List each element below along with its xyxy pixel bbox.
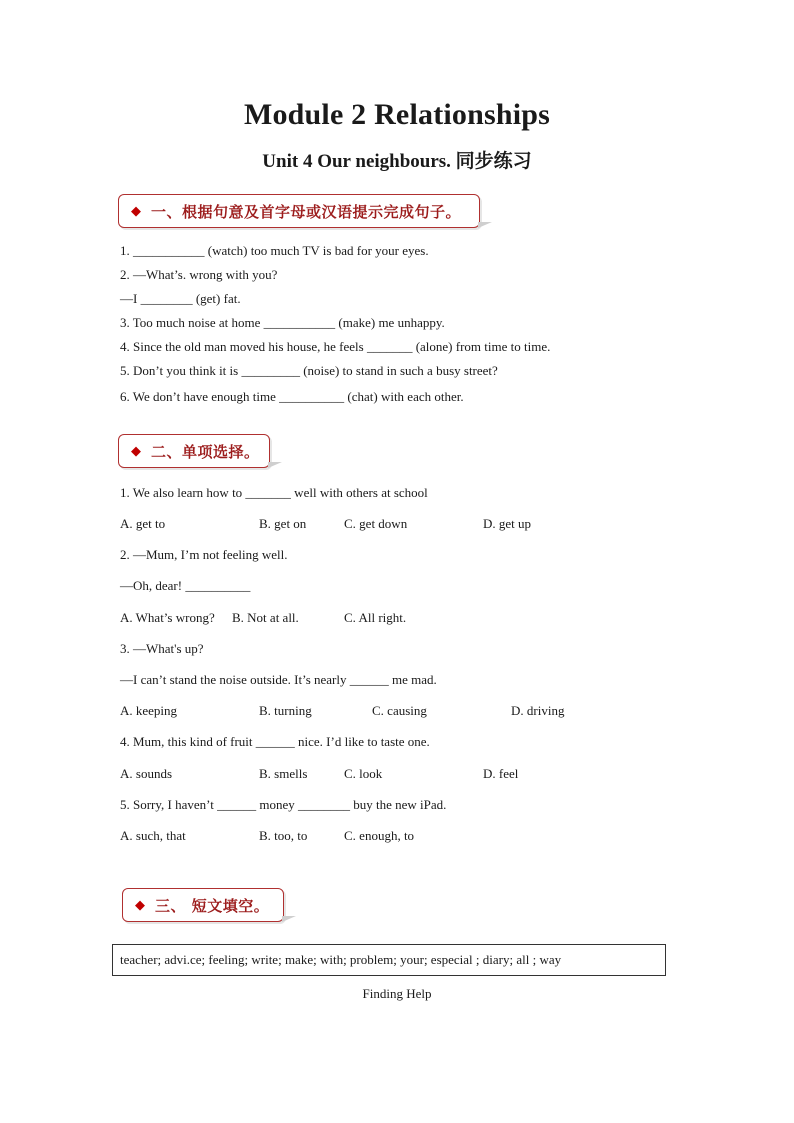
section-2-box — [118, 434, 270, 468]
fill-blank-6: 6. We don’t have enough time __________ (chat) with each other. — [120, 389, 464, 404]
section-1-box — [118, 194, 480, 228]
mc-4-option-d: D. feel — [483, 766, 519, 781]
section-3-title: 三、 短文填空。 — [155, 896, 270, 915]
passage-title: Finding Help — [362, 986, 432, 1001]
diamond-icon: ◆ — [131, 203, 141, 218]
mc-question-2: 2. —Mum, I’m not feeling well. — [120, 547, 288, 562]
mc-2-option-b: B. Not at all. — [232, 610, 299, 625]
mc-2-option-c: C. All right. — [344, 610, 407, 625]
mc-3-option-d: D. driving — [511, 703, 565, 718]
mc-5-option-c: C. enough, to — [344, 828, 415, 843]
fill-blank-2-answer: —I ________ (get) fat. — [120, 291, 241, 306]
section-2-shadow-tail — [268, 462, 282, 468]
mc-3-option-c: C. causing — [372, 703, 427, 718]
mc-question-1: 1. We also learn how to _______ well with others at school — [120, 485, 428, 500]
fill-blank-4: 4. Since the old man moved his house, he feels _______ (alone) from time to time. — [120, 339, 551, 354]
section-2-title: 二、单项选择。 — [151, 442, 260, 461]
mc-question-3: 3. —What's up? — [120, 641, 204, 656]
page-subtitle: Unit 4 Our neighbours. 同步练习 — [262, 151, 532, 172]
mc-2-option-a: A. What’s wrong? — [120, 610, 215, 625]
mc-3-option-b: B. turning — [259, 703, 312, 718]
mc-4-option-b: B. smells — [259, 766, 308, 781]
mc-question-2-reply: —Oh, dear! __________ — [120, 578, 251, 593]
mc-4-option-a: A. sounds — [120, 766, 173, 781]
mc-3-option-a: A. keeping — [120, 703, 178, 718]
section-1-shadow-tail — [478, 222, 492, 228]
mc-1-option-b: B. get on — [259, 516, 307, 531]
mc-1-option-d: D. get up — [483, 516, 532, 531]
section-1-title: 一、根据句意及首字母或汉语提示完成句子。 — [151, 202, 462, 221]
section-3-box — [122, 888, 284, 922]
page-title: Module 2 Relationships — [243, 98, 551, 131]
word-bank-text: teacher; advi.ce; feeling; write; make; with; problem; your; especial ; diary; all ; way — [120, 952, 562, 967]
mc-4-option-c: C. look — [344, 766, 383, 781]
mc-5-option-a: A. such, that — [120, 828, 186, 843]
diamond-icon: ◆ — [131, 443, 141, 458]
mc-question-4: 4. Mum, this kind of fruit ______ nice. I’d like to taste one. — [120, 734, 430, 749]
fill-blank-2-question: 2. —What’s. wrong with you? — [120, 267, 278, 282]
mc-question-5: 5. Sorry, I haven’t ______ money ________ buy the new iPad. — [120, 797, 447, 812]
mc-5-option-b: B. too, to — [259, 828, 308, 843]
section-3-shadow-tail — [282, 916, 296, 922]
fill-blank-3: 3. Too much noise at home ___________ (make) me unhappy. — [120, 315, 445, 330]
fill-blank-5: 5. Don’t you think it is _________ (noise) to stand in such a busy street? — [120, 363, 498, 378]
fill-blank-1: 1. ___________ (watch) too much TV is bad for your eyes. — [120, 243, 429, 258]
mc-1-option-c: C. get down — [344, 516, 408, 531]
mc-1-option-a: A. get to — [120, 516, 166, 531]
word-bank-box — [112, 944, 666, 976]
mc-question-3-reply: —I can’t stand the noise outside. It’s nearly ______ me mad. — [120, 672, 437, 687]
diamond-icon: ◆ — [135, 897, 145, 912]
